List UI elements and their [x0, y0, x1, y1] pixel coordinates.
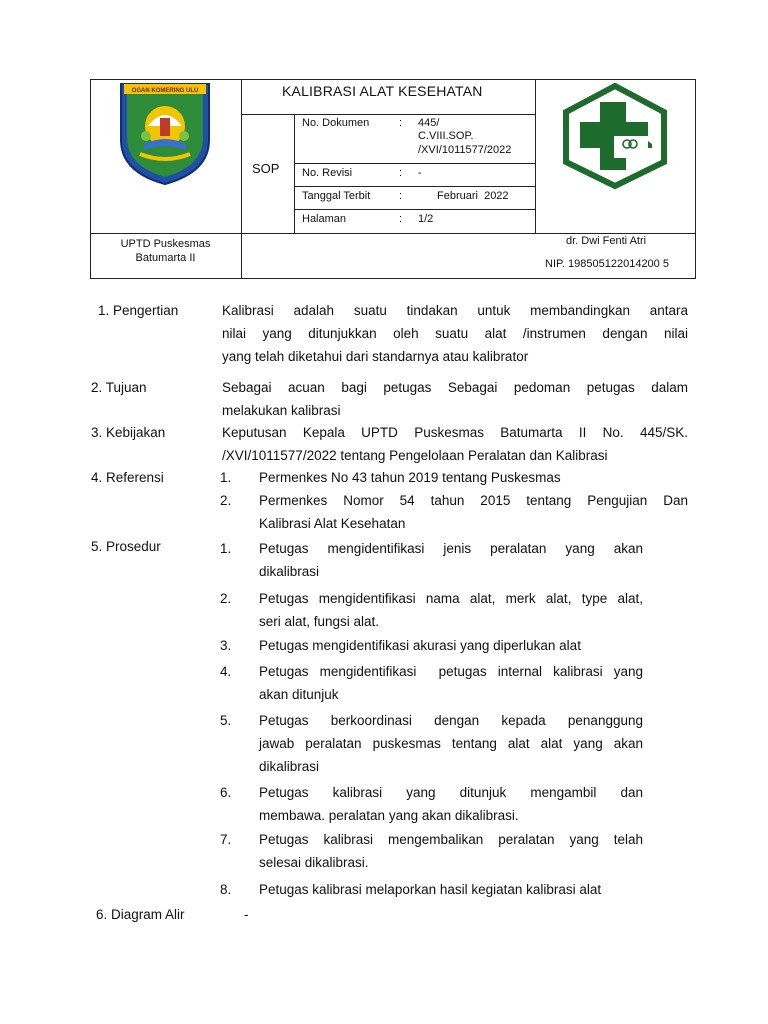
regency-emblem-logo	[116, 80, 214, 186]
doc-number-value-2: C.VIII.SOP.	[418, 130, 474, 142]
page-sep: :	[399, 213, 403, 225]
svg-text:OGAN KOMERING ULU: OGAN KOMERING ULU	[131, 88, 199, 94]
section-kebijakan-label: 3. Kebijakan	[91, 425, 166, 440]
prosedur-7-line-2: selesai dikalibrasi.	[259, 855, 369, 870]
issue-date-label: Tanggal Terbit	[302, 190, 371, 202]
section-diagram-label: 6. Diagram Alir	[96, 907, 185, 922]
prosedur-3-line-1: Petugas mengidentifikasi akurasi yang diperlukan alat	[259, 638, 581, 653]
prosedur-1-line-1: Petugas mengidentifikasi jenis peralatan yang akan	[259, 541, 643, 556]
org-name-line2: Batumarta II	[135, 252, 196, 264]
tujuan-line-2: melakukan kalibrasi	[222, 403, 341, 418]
prosedur-num-8: 8.	[220, 882, 232, 897]
page-label: Halaman	[302, 213, 347, 225]
prosedur-5-line-2: jawab peralatan puskesmas tentang alat alat yang akan	[259, 736, 643, 751]
pengertian-line-3: yang telah diketahui dari standarnya atau kalibrator	[222, 349, 529, 364]
revision-label: No. Revisi	[302, 167, 353, 179]
section-referensi-label: 4. Referensi	[91, 470, 164, 485]
revision-sep: :	[399, 167, 403, 179]
prosedur-num-5: 5.	[220, 713, 232, 728]
referensi-item-1: Permenkes No 43 tahun 2019 tentang Puskesmas	[259, 470, 561, 485]
prosedur-7-line-1: Petugas kalibrasi mengembalikan peralatan yang telah	[259, 832, 643, 847]
prosedur-2-line-2: seri alat, fungsi alat.	[259, 614, 380, 629]
referensi-num-2: 2.	[220, 493, 232, 508]
prosedur-6-line-2: membawa. peralatan yang akan dikalibrasi.	[259, 808, 519, 823]
tujuan-line-1: Sebagai acuan bagi petugas Sebagai pedoman petugas dalam	[222, 380, 688, 395]
kebijakan-line-1: Keputusan Kepala UPTD Puskesmas Batumarta II No. 445/SK.	[222, 425, 688, 440]
kebijakan-line-2: /XVI/1011577/2022 tentang Pengelolaan Peralatan dan Kalibrasi	[222, 448, 608, 463]
referensi-item-2-line-1: Permenkes Nomor 54 tahun 2015 tentang Pengujian Dan	[259, 493, 688, 508]
signer-name: dr. Dwi Fenti Atri	[566, 235, 647, 247]
prosedur-4-line-2: akan ditunjuk	[259, 687, 339, 702]
prosedur-6-line-1: Petugas kalibrasi yang ditunjuk mengambil dan	[259, 785, 643, 800]
prosedur-num-4: 4.	[220, 664, 232, 679]
prosedur-5-line-1: Petugas berkoordinasi dengan kepada penanggung	[259, 713, 643, 728]
sop-label: SOP	[252, 161, 280, 176]
referensi-num-1: 1.	[220, 470, 232, 485]
doc-number-label: No. Dokumen	[302, 117, 370, 129]
doc-number-value-1: 445/	[418, 117, 440, 129]
prosedur-4-line-1: Petugas mengidentifikasi petugas internal kalibrasi yang	[259, 664, 643, 679]
doc-number-value-3: /XVI/1011577/2022	[418, 144, 512, 156]
revision-value: -	[418, 167, 422, 179]
prosedur-num-6: 6.	[220, 785, 232, 800]
section-pengertian-label: 1. Pengertian	[98, 303, 179, 318]
section-tujuan-label: 2. Tujuan	[91, 380, 147, 395]
doc-number-sep: :	[399, 117, 403, 129]
document-title: KALIBRASI ALAT KESEHATAN	[282, 83, 483, 99]
pengertian-line-2: nilai yang ditunjukkan oleh suatu alat /instrumen dengan nilai	[222, 326, 688, 341]
prosedur-8-line-1: Petugas kalibrasi melaporkan hasil kegiatan kalibrasi alat	[259, 882, 602, 897]
prosedur-1-line-2: dikalibrasi	[259, 564, 320, 579]
pengertian-line-1: Kalibrasi adalah suatu tindakan untuk membandingkan antara	[222, 303, 688, 318]
prosedur-num-3: 3.	[220, 638, 232, 653]
prosedur-2-line-1: Petugas mengidentifikasi nama alat, merk alat, type alat,	[259, 591, 643, 606]
prosedur-5-line-3: dikalibrasi	[259, 759, 320, 774]
org-name-line1: UPTD Puskesmas	[120, 238, 211, 250]
page-value: 1/2	[418, 213, 434, 225]
puskesmas-logo	[560, 82, 670, 190]
prosedur-num-2: 2.	[220, 591, 232, 606]
prosedur-num-1: 1.	[220, 541, 232, 556]
issue-date-sep: :	[399, 190, 403, 202]
prosedur-num-7: 7.	[220, 832, 232, 847]
referensi-item-2-line-2: Kalibrasi Alat Kesehatan	[259, 516, 406, 531]
issue-date-value: Februari 2022	[437, 190, 509, 202]
section-prosedur-label: 5. Prosedur	[91, 539, 161, 554]
diagram-value: -	[244, 907, 249, 922]
signer-nip: NIP. 198505122014200 5	[545, 258, 669, 270]
